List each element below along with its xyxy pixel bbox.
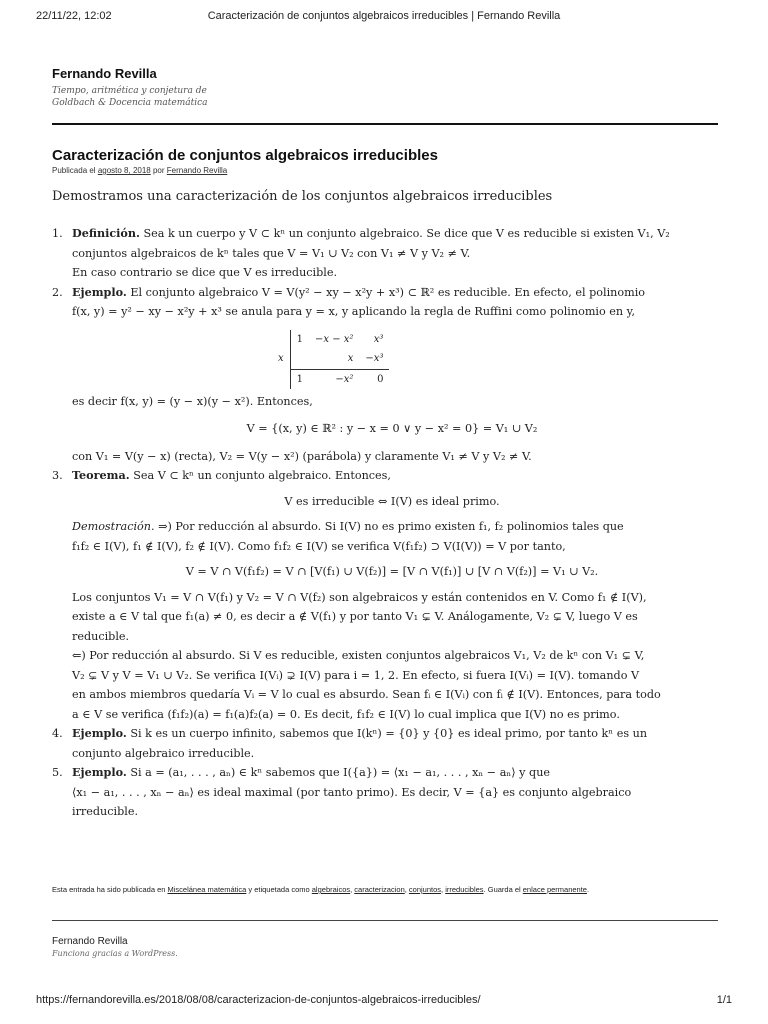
print-url: https://fernandorevilla.es/2018/08/08/caracterizacion-de-conjuntos-algebraicos-irreducibles/ — [36, 994, 481, 1006]
item-line: conjunto algebraico irreducible. — [72, 746, 255, 760]
list-item-definition — [52, 224, 712, 283]
item-line: ⇒) Por reducción al absurdo. Si I(V) no es primo existen f₁, f₂ polinomios tales que — [158, 520, 624, 533]
print-footer — [36, 994, 732, 1010]
tag-link[interactable]: caracterizacion — [354, 885, 405, 894]
item-lead: Ejemplo. — [72, 726, 127, 740]
list-item-example-2 — [52, 724, 712, 763]
item-line: con V₁ = V(y − x) (recta), V₂ = V(y − x²) (parábola) y claramente V₁ ≠ V y V₂ ≠ V. — [72, 449, 532, 463]
item-number: 2. — [52, 285, 63, 299]
item-line: es decir f(x, y) = (y − x)(y − x²). Entonces, — [72, 394, 313, 408]
item-number: 3. — [52, 469, 63, 482]
meta-prefix: Publicada el — [52, 166, 98, 175]
item-line: Sea V ⊂ kⁿ un conjunto algebraico. Entonces, — [133, 469, 391, 482]
print-header — [36, 10, 732, 26]
post-date-link[interactable]: agosto 8, 2018 — [97, 166, 151, 175]
site-title-link[interactable]: Fernando Revilla — [52, 66, 157, 81]
item-line: reducible. — [72, 629, 130, 643]
post-content — [52, 224, 712, 822]
item-line: Los conjuntos V₁ = V ∩ V(f₁) y V₂ = V ∩ V(f₂) son algebraicos y están contenidos en V. Como f₁ ∉ I(V), — [72, 590, 647, 604]
post-intro: Demostramos una caracterización de los conjuntos algebraicos irreducibles — [52, 189, 553, 204]
author-link[interactable]: Fernando Revilla — [166, 166, 228, 175]
item-lead: Ejemplo. — [72, 284, 127, 299]
site-description: Tiempo, aritmética y conjetura de Goldbach & Docencia matemática — [52, 86, 208, 108]
meta-by: por — [150, 166, 167, 175]
item-lead: Definición. — [72, 226, 140, 240]
item-line: Sea k un cuerpo y V ⊂ kⁿ un conjunto algebraico. Se dice que V es reducible si existen V₁, V₂ — [143, 227, 670, 240]
print-page-title: Caracterización de conjuntos algebraicos irreducibles | Fernando Revilla — [207, 10, 561, 22]
item-line: irreducible. — [72, 805, 139, 818]
item-line: en ambos miembros quedaría Vᵢ = V lo cual es absurdo. Sean fᵢ ∈ I(Vᵢ) con fᵢ ∉ I(V). Entonces, para todo — [72, 688, 661, 701]
item-line: El conjunto algebraico V = V(y² − xy − x²y + x³) ⊂ ℝ² es reducible. En efecto, el polinomio — [130, 285, 646, 299]
ruffini-table — [72, 330, 712, 386]
permalink-link[interactable]: enlace permanente — [522, 885, 587, 894]
item-line: f₁f₂ ∈ I(V), f₁ ∉ I(V), f₂ ∉ I(V). Como f₁f₂ ∈ I(V) se verifica V(f₁f₂) ⊃ V(I(V)) = V por tanto, — [72, 539, 566, 553]
print-page-number: 1/1 — [716, 994, 732, 1006]
item-number: 4. — [52, 727, 63, 740]
list-item-example-3 — [52, 763, 712, 822]
item-lead: Ejemplo. — [72, 765, 127, 779]
item-line: V₂ ⊊ V y V = V₁ ∪ V₂. Se verifica I(Vᵢ) ⊋ I(V) para i = 1, 2. En efecto, si fuera I(Vᵢ) = I(V). tomando V — [72, 668, 640, 682]
footer-site-name: Fernando Revilla — [52, 936, 128, 947]
item-number: 1. — [52, 227, 63, 240]
post-title: Caracterización de conjuntos algebraicos irreducibles — [52, 147, 438, 164]
ruffini-row: 1 −x² 0 — [272, 369, 389, 389]
category-link[interactable]: Miscelánea matemática — [167, 885, 247, 894]
tag-link[interactable]: irreducibles — [445, 885, 484, 894]
ruffini-row: x x −x³ — [272, 349, 389, 369]
item-line: f(x, y) = y² − xy − x²y + x³ se anula para y = x, y aplicando la regla de Ruffini como polinomio en y, — [72, 305, 636, 318]
ruffini-row: 1 −x − x² x³ — [272, 330, 389, 350]
tag-link[interactable]: algebraicos — [311, 885, 351, 894]
proof-label: Demostración. — [72, 520, 155, 533]
post-footer-note: Esta entrada ha sido publicada en Miscelánea matemática y etiquetada como algebraicos, caracterizacion, conjuntos, irreducibles. Guarda el enlace permanente. — [52, 885, 590, 894]
item-line: En caso contrario se dice que V es irreducible. — [72, 266, 338, 279]
item-number: 5. — [52, 766, 63, 779]
footer-divider — [52, 920, 718, 921]
display-equation: V = {(x, y) ∈ ℝ² : y − x = 0 ∨ y − x² = 0} = V₁ ∪ V₂ — [246, 422, 538, 435]
item-line: a ∈ V se verifica (f₁f₂)(a) = f₁(a)f₂(a) = 0. Es decit, f₁f₂ ∈ I(V) lo cual implica que I(V) no es primo. — [72, 707, 620, 721]
list-item-theorem — [52, 466, 712, 724]
item-line: conjuntos algebraicos de kⁿ tales que V = V₁ ∪ V₂ con V₁ ≠ V y V₂ ≠ V. — [72, 246, 471, 260]
print-datetime: 22/11/22, 12:02 — [36, 10, 112, 22]
display-equation: V = V ∩ V(f₁f₂) = V ∩ [V(f₁) ∪ V(f₂)] = [V ∩ V(f₁)] ∪ [V ∩ V(f₂)] = V₁ ∪ V₂. — [185, 565, 599, 578]
item-line: Si k es un cuerpo infinito, sabemos que I(kⁿ) = {0} y {0} es ideal primo, por tanto kⁿ es un — [130, 727, 648, 740]
item-line: Si a = (a₁, . . . , aₙ) ∈ kⁿ sabemos que I({a}) = ⟨x₁ − a₁, . . . , xₙ − aₙ⟩ y que — [130, 766, 551, 779]
item-line: existe a ∈ V tal que f₁(a) ≠ 0, es decir a ∉ V(f₁) y por tanto V₁ ⊊ V. Análogamente, V₂ ⊊ V, luego V es — [72, 610, 638, 623]
post-meta — [52, 166, 227, 175]
tag-link[interactable]: conjuntos — [408, 885, 442, 894]
header-divider — [52, 123, 718, 125]
footer-powered-by: Funciona gracias a WordPress. — [52, 949, 178, 958]
item-lead: Teorema. — [72, 468, 130, 482]
list-item-example-1 — [52, 283, 712, 467]
item-line: ⇐) Por reducción al absurdo. Si V es reducible, existen conjuntos algebraicos V₁, V₂ de kⁿ con V₁ ⊊ V, — [72, 649, 645, 662]
display-equation: V es irreducible ⇔ I(V) es ideal primo. — [284, 494, 500, 508]
item-line: ⟨x₁ − a₁, . . . , xₙ − aₙ⟩ es ideal maximal (por tanto primo). Es decir, V = {a} es conjunto algebraico — [72, 785, 632, 799]
